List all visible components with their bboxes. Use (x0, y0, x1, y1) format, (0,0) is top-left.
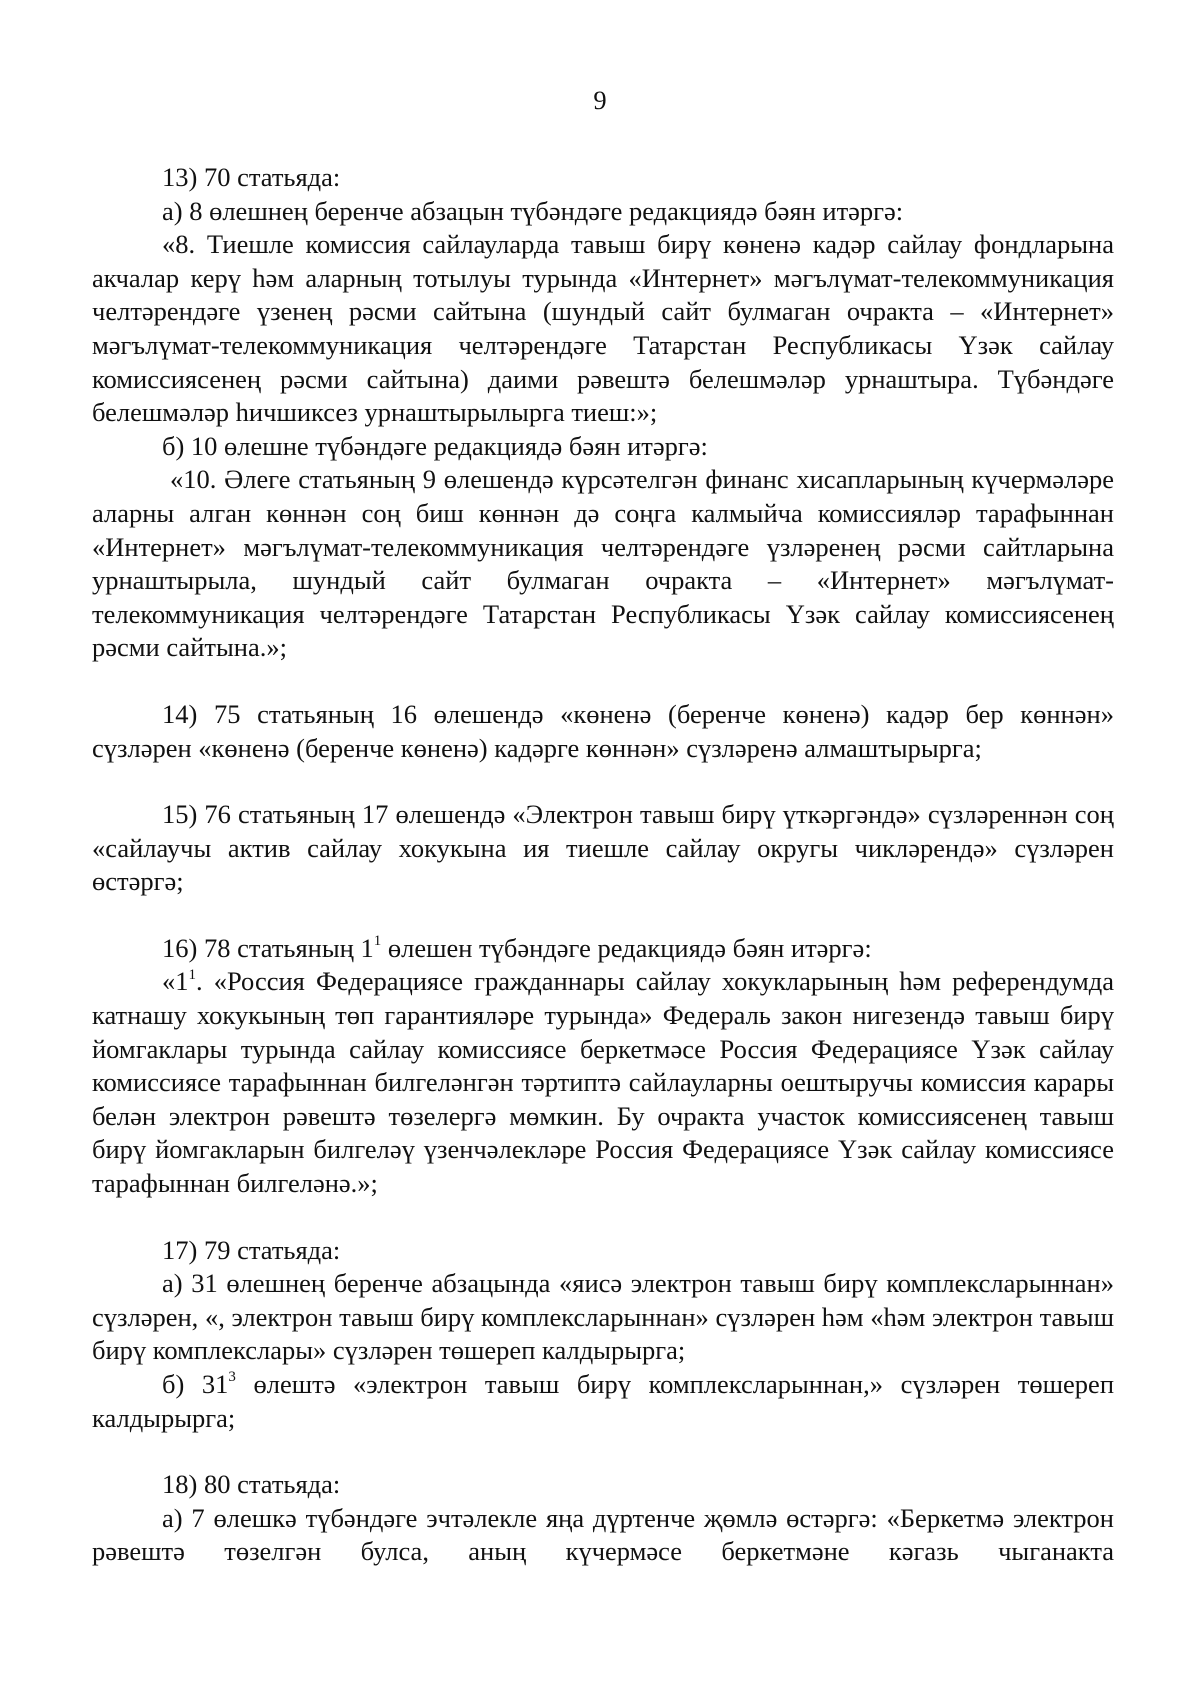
page-number: 9 (593, 85, 607, 115)
item-16-quote-start: «1 (162, 966, 189, 997)
item-16-superscript: 1 (373, 933, 382, 950)
item-18-heading: 18) 80 статьяда: (162, 1469, 341, 1500)
item-16-quote-superscript: 1 (188, 966, 196, 983)
item-13-subitem-a: а) 8 өлешнең беренче абзацын түбәндәге редакциядә бәян итәргә: (162, 195, 904, 226)
paragraph-gap (92, 665, 1114, 698)
item-16-text-end: өлешен түбәндәге редакциядә бәян итәргә: (381, 932, 872, 963)
paragraph-gap (92, 1435, 1114, 1468)
item-16-heading (92, 932, 1114, 966)
item-13-quote-10: «10. Әлеге статьяның 9 өлешендә күрсәтелгән финанс хисапларының күчермәләре аларны алган көннән соң биш көннән дә соңга калмыйча комиссияләр тарафыннан «Интернет» мәгълүмат-телекоммуникация челтәрендәге үзләренең рәсми сайтларына урнаштырыла, шундый сайт булмаган очракта – «Интернет» мәгълүмат-телекоммуникация челтәрендәге Татарстан Республикасы Үзәк сайлау комиссиясенең рәсми сайтына.»; (92, 464, 1114, 663)
item-14: 14) 75 статьяның 16 өлешендә «көненә (беренче көненә) кадәр бер көннән» сүзләрен «көненә (беренче көненә) кадәрге көннән» сүзләренә алмаштырырга; (92, 698, 1114, 763)
item-18-subitem-a: а) 7 өлешкә түбәндәге эчтәлекле яңа дүртенче җөмлә өстәргә: «Беркетмә электрон рәвештә төзелгән булса, аның күчермәсе беркетмәне кәгазь чыганакта (92, 1502, 1114, 1567)
item-17b-superscript: 3 (228, 1369, 236, 1386)
document-body (92, 161, 1114, 1569)
item-16-text-start: 16) 78 статьяның 1 (162, 932, 374, 963)
item-17-heading: 17) 79 статьяда: (162, 1234, 341, 1265)
item-13-subitem-b: б) 10 өлешне түбәндәге редакциядә бәян итәргә: (162, 430, 708, 461)
item-16-quote-text: . «Россия Федерациясе гражданнары сайлау хокукларының һәм референдумда катнашу хокукының төп гарантияләре турында» Федераль закон нигезендә тавыш бирү йомгаклары турында сайлау комиссиясе беркетмәсе Россия Федерациясе Үзәк сайлау комиссиясе тарафыннан билгеләнгән тәртиптә сайлауларны оештыручы комиссия карары белән электрон рәвештә төзелергә мөмкин. Бу очракта участок комиссиясенең тавыш бирү йомгакларын билгеләү үзенчәлекләре Россия Федерациясе Үзәк сайлау комиссиясе тарафыннан билгеләнә.»; (92, 966, 1114, 1199)
item-16-quote (92, 965, 1114, 1200)
item-17b-text-start: б) 31 (162, 1369, 229, 1399)
item-17b-text-end: өлештә «электрон тавыш бирү комплексларыннан,» сүзләрен төшереп калдырырга; (92, 1369, 1114, 1433)
paragraph-gap (92, 899, 1114, 932)
item-13-quote-8: «8. Тиешле комиссия сайлауларда тавыш бирү көненә кадәр сайлау фондларына акчалар керү һәм аларның тотылуы турында «Интернет» мәгълүмат-телекоммуникация челтәрендәге үзенең рәсми сайтына (шундый сайт булмаган очракта – «Интернет» мәгълүмат-телекоммуникация челтәрендәге Татарстан Республикасы Үзәк сайлау комиссиясенең рәсми сайтына) даими рәвештә белешмәләр урнаштыра. Түбәндәге белешмәләр һичшиксез урнаштырылырга тиеш:»; (92, 229, 1114, 428)
paragraph-gap (92, 1201, 1114, 1234)
item-15: 15) 76 статьяның 17 өлешендә «Электрон тавыш бирү үткәргәндә» сүзләреннән соң «сайлаучы актив сайлау хокукына ия тиешле сайлау округы чикләрендә» сүзләрен өстәргә; (92, 799, 1114, 897)
paragraph-gap (92, 765, 1114, 798)
item-13-heading: 13) 70 статьяда: (162, 162, 341, 192)
item-17-subitem-b (92, 1368, 1114, 1435)
item-17-subitem-a: а) 31 өлешнең беренче абзацында «яисә электрон тавыш бирү комплексларыннан» сүзләрен, «, электрон тавыш бирү комплексларыннан» сүзләрен һәм «һәм электрон тавыш бирү комплекслары» сүзләрен төшереп калдырырга; (92, 1268, 1114, 1366)
